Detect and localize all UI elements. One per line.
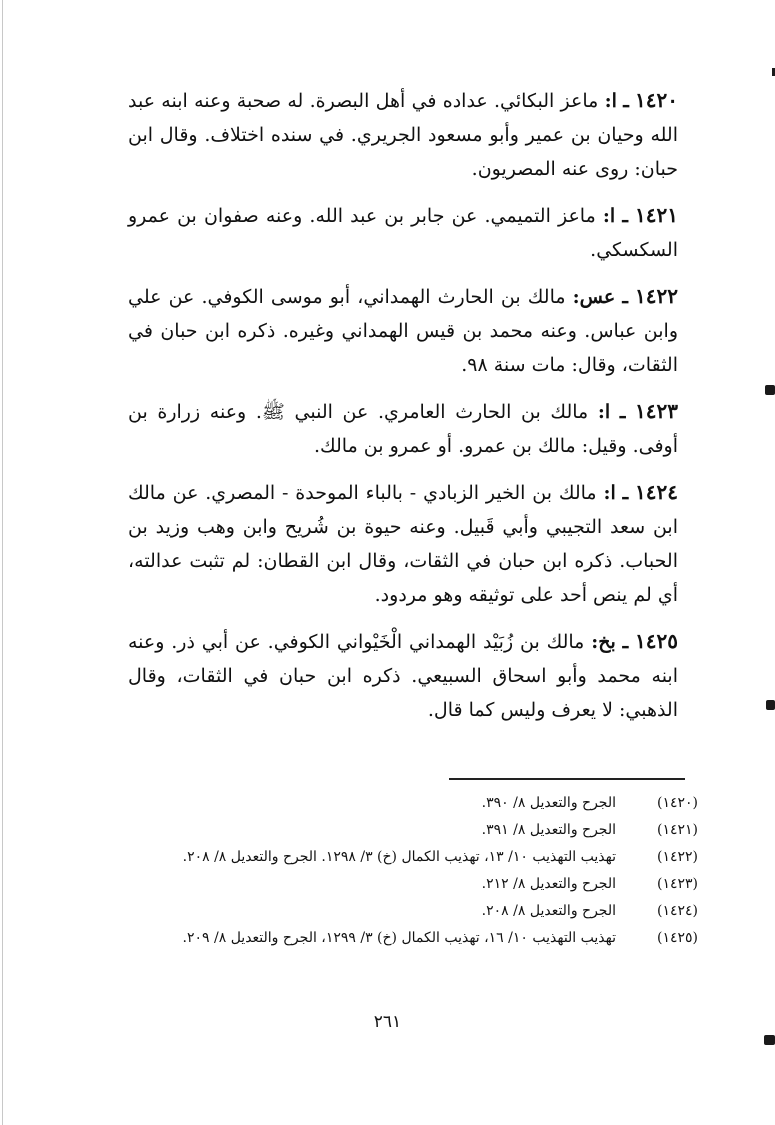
footnote-number: (١٤٢٢) xyxy=(656,849,698,865)
entry-number: ١٤٢٠ xyxy=(635,88,679,112)
entry-text: ماعز التميمي. عن جابر بن عبد الله. وعنه صفوان بن عمرو السكسكي. xyxy=(128,205,678,261)
footnote-number: (١٤٢١) xyxy=(656,822,698,838)
entry-dash: ـ xyxy=(622,482,629,504)
entry-text: مالك بن الحارث الهمداني، أبو موسى الكوفي. عن علي وابن عباس. وعنه محمد بن قيس الهمداني وغيره. ذكره ابن حبان في الثقات، وقال: مات سنة ٩٨. xyxy=(128,286,678,376)
entry-text: مالك بن الحارث العامري. عن النبي ﷺ. وعنه زرارة بن أوفى. وقيل: مالك بن عمرو. أو عمرو بن مالك. xyxy=(128,401,678,457)
footnote-text: الجرح والتعديل ٨/ ٢٠٨. xyxy=(481,903,616,919)
edge-mark xyxy=(765,385,775,395)
footnote-text: الجرح والتعديل ٨/ ٣٩٠. xyxy=(481,795,616,811)
footnote-item xyxy=(128,844,698,871)
entry-number: ١٤٢١ xyxy=(635,203,678,227)
footnotes-list xyxy=(128,790,698,952)
footnote-item xyxy=(128,898,698,925)
footnote-item xyxy=(128,871,698,898)
footnote-number: (١٤٢٣) xyxy=(656,876,698,892)
footnote-item xyxy=(128,817,698,844)
entry-1422 xyxy=(128,279,678,382)
footnote-text: تهذيب التهذيب ١٠/ ١٦، تهذيب الكمال (خ) ٣/ ١٢٩٩، الجرح والتعديل ٨/ ٢٠٩. xyxy=(182,930,616,946)
footnote-separator xyxy=(449,778,685,780)
entry-code: ا: xyxy=(603,482,616,504)
entry-dash: ـ xyxy=(622,631,629,653)
entry-dash: ـ xyxy=(619,401,626,423)
footnote-number: (١٤٢٥) xyxy=(656,930,698,946)
entry-code: ا: xyxy=(597,401,611,423)
entry-dash: ـ xyxy=(623,90,629,112)
entry-text: مالك بن زُبَيْد الهمداني الْخَيْواني الكوفي. عن أبي ذر. وعنه ابنه محمد وأبو اسحاق السبيعي. ذكره ابن حبان في الثقات، وقال الذهبي: لا يعرف وليس كما قال. xyxy=(128,631,678,721)
edge-mark xyxy=(766,700,775,710)
footnote-text: الجرح والتعديل ٨/ ٢١٢. xyxy=(481,876,616,892)
footnote-number: (١٤٢٤) xyxy=(656,903,698,919)
entries-list xyxy=(128,83,678,739)
entry-1421 xyxy=(128,198,678,267)
entry-1424 xyxy=(128,475,678,612)
footnote-item xyxy=(128,925,698,952)
entry-number: ١٤٢٤ xyxy=(635,480,678,504)
entry-code: عس: xyxy=(572,286,616,308)
entry-code: ا: xyxy=(602,205,616,227)
entry-code: بخ: xyxy=(591,631,616,653)
entry-text: ماعز البكائي. عداده في أهل البصرة. له صحبة وعنه ابنه عبد الله وحيان بن عمير وأبو مسعود الجريري. في سنده اختلاف. وقال ابن حبان: روى عنه المصريون. xyxy=(128,90,678,180)
edge-mark xyxy=(764,1035,775,1045)
entry-1423 xyxy=(128,394,678,463)
entry-dash: ـ xyxy=(622,286,628,308)
entry-code: ا: xyxy=(604,90,617,112)
page-number: ٢٦١ xyxy=(373,1012,402,1032)
footnote-number: (١٤٢٠) xyxy=(656,795,698,811)
footnote-text: تهذيب التهذيب ١٠/ ١٣، تهذيب الكمال (خ) ٣/ ١٢٩٨. الجرح والتعديل ٨/ ٢٠٨. xyxy=(182,849,616,865)
entry-number: ١٤٢٢ xyxy=(635,284,678,308)
entry-dash: ـ xyxy=(622,205,628,227)
entry-1425 xyxy=(128,624,678,727)
entry-1420 xyxy=(128,83,678,186)
entry-number: ١٤٢٣ xyxy=(635,399,679,423)
entry-number: ١٤٢٥ xyxy=(635,629,678,653)
entry-text: مالك بن الخير الزبادي - بالباء الموحدة - المصري. عن مالك ابن سعد التجيبي وأبي قَبيل. وعنه حيوة بن شُريح وابن وهب وزيد بن الحباب. ذكره ابن حبان في الثقات، وقال ابن القطان: لم تثبت عدالته، أي لم ينص أحد على توثيقه وهو مردود. xyxy=(128,482,678,606)
page-edge-line xyxy=(2,0,3,1125)
footnote-text: الجرح والتعديل ٨/ ٣٩١. xyxy=(481,822,616,838)
footnote-item xyxy=(128,790,698,817)
